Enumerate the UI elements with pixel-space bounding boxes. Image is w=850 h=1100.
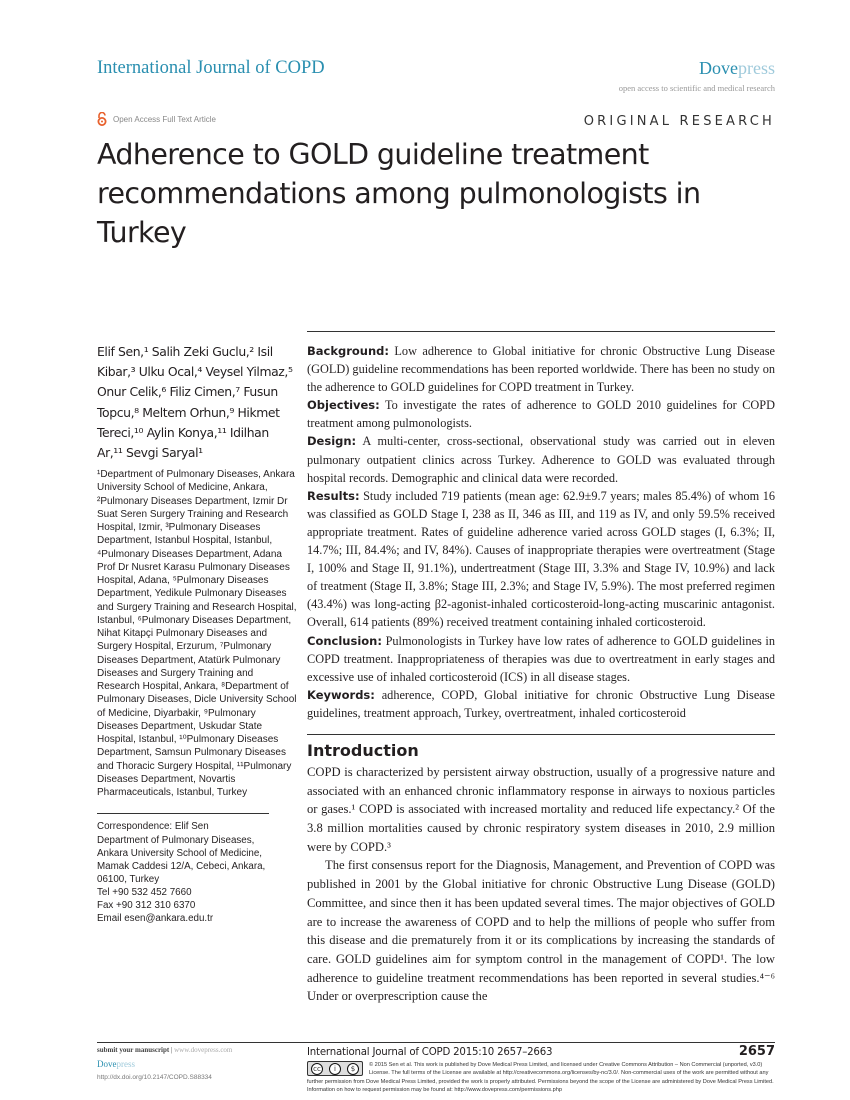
article-type: ORIGINAL RESEARCH [583, 114, 775, 129]
footer-divider [97, 1042, 775, 1094]
section-label: Results: [307, 488, 360, 503]
section-label: Conclusion: [307, 633, 382, 648]
noncommercial-icon: $ [347, 1063, 359, 1075]
correspondence-line: Department of Pulmonary Diseases, [97, 834, 255, 846]
footer-left [97, 1045, 297, 1094]
citation: International Journal of COPD 2015:10 2657–2663 [307, 1047, 553, 1059]
section-label: Objectives: [307, 398, 380, 413]
creative-commons-badge[interactable] [307, 1061, 363, 1076]
introduction-body [307, 763, 775, 1006]
footer-publisher-logo[interactable] [97, 1057, 297, 1071]
divider [97, 813, 269, 814]
journal-name: International Journal of COPD [97, 58, 325, 78]
section-text: Study included 719 patients (mean age: 62.9±9.7 years; males 85.4%) of whom 16 was classified as GOLD Stage I, 238 as II, 346 as III, and 119 as IV, and only 59.5% received appropriate treatment. Rates of guideline adherence varied across GOLD stages (I, 6.3%; II, 14.7%; III, 84.4%; and IV, 84%). Causes of inappropriate therapies were overtreatment (Stage I, 100% and Stage II, 91.1%), undertreatment (Stage III, 3.3% and Stage IV, 10.9%) and lack of treatment (Stage II, 3.8%; Stage III, 2.3%; and Stage IV, 5.9%). The most preferred regimen (43.4%) was long-acting β2-agonist-inhaled corticosteroid-long-acting muscarinic antagonist. Overall, 614 patients (89%) received treatment containing inhaled corticosteroid. [307, 488, 775, 630]
section-text: Pulmonologists in Turkey have low rates of adherence to GOLD guidelines in COPD treatment. Inappropriateness of therapies was due to overtreatment in early stages and excessive use of inhaled corticosteroid (ICS) in all disease stages. [307, 633, 775, 684]
divider [307, 734, 775, 735]
correspondence [97, 820, 297, 925]
open-access-text: Open Access Full Text Article [113, 114, 217, 124]
section-text: To investigate the rates of adherence to GOLD 2010 guidelines for COPD treatment among pulmonologists. [307, 398, 775, 431]
section-label: Design: [307, 434, 357, 449]
section-text: adherence, COPD, Global initiative for chronic Obstructive Lung Disease guidelines, treatment approach, Turkey, overtreatment, inhaled corticosteroid [307, 687, 775, 720]
section-label: Background: [307, 344, 389, 358]
open-access-label [97, 112, 216, 126]
abstract [307, 342, 775, 722]
paragraph: The first consensus report for the Diagnosis, Management, and Prevention of COPD was published in 2001 by the Global initiative for chronic Obstructive Lung Disease (GOLD) Committee, and since then it has been updated several times. The major objectives of GOLD are to increase the awareness of COPD and to help the millions of people who suffer from this disease and die prematurely from it or its complications by increasing the standards of care. GOLD guidelines aim for symptom control in the management of COPD¹. The low adherence to guideline treatment recommendations has been reported in several studies.⁴⁻⁶ Under or overprescription cause the [307, 858, 775, 1004]
publisher-logo-a: Dove [699, 58, 738, 78]
footer-right [307, 1045, 775, 1094]
correspondence-email[interactable]: Email esen@ankara.edu.tr [97, 913, 214, 925]
submit-manuscript[interactable]: submit your manuscript | www.dovepress.com [97, 1046, 233, 1055]
correspondence-line: Mamak Caddesi 12/A, Cebeci, Ankara, [97, 860, 266, 872]
open-access-lock-icon [97, 112, 107, 126]
submit-label: submit your manuscript [97, 1046, 170, 1055]
article-title: Adherence to GOLD guideline treatment recommendations among pulmonologists in Turkey [97, 138, 701, 249]
submit-link[interactable]: www.dovepress.com [174, 1046, 233, 1055]
right-column [307, 331, 775, 1006]
publisher-tagline: open access to scientific and medical research [618, 83, 775, 93]
abstract-design [307, 432, 775, 486]
section-text: Low adherence to Global initiative for chronic Obstructive Lung Disease (GOLD) guideline recommendations has been reported worldwide. There has been no study on the adherence to GOLD guidelines for COPD treatment in Turkey. [307, 344, 775, 395]
left-column [97, 331, 297, 1006]
abstract-background [307, 342, 775, 396]
abstract-keywords [307, 686, 775, 722]
correspondence-line: Fax +90 312 310 6370 [97, 900, 196, 912]
content-columns [97, 331, 775, 1006]
license-text: © 2015 Sen et al. This work is published by Dove Medical Press Limited, and licensed under Creative Commons Attribution – Non Commercial (unported, v3.0) License. The full terms of the License are available at http://creativecommons.org/licenses/by-nc/3.0/. Non-commercial uses of the work are permitted without any further permission from Dove Medical Press Limited, provided the work is properly attributed. Permissions beyond the scope of the License are administered by Dove Medical Press Limited. Information on how to request permission may be found at: http://www.dovepress.com/permissions.php [307, 1062, 774, 1093]
correspondence-line: Tel +90 532 452 7660 [97, 886, 192, 898]
introduction-heading: Introduction [307, 740, 419, 760]
abstract-objectives [307, 396, 775, 432]
correspondence-line: Correspondence: Elif Sen [97, 821, 209, 833]
license-block [307, 1061, 775, 1094]
publisher-logo-b: press [738, 58, 775, 78]
abstract-results [307, 487, 775, 632]
page-footer [97, 1032, 775, 1094]
correspondence-line: 06100, Turkey [97, 873, 160, 885]
affiliations: ¹Department of Pulmonary Diseases, Ankara University School of Medicine, Ankara, ²Pulmonary Diseases Department, Izmir Dr Suat Seren Surgery Training and Research Hospital, Izmir, ³Pulmonary Diseases Department, Istanbul Hospital, Istanbul, ⁴Pulmonary Diseases Department, Adana Prof Dr Nusret Karasu Pulmonary Diseases Hospital, Adana, ⁵Pulmonary Diseases Department, Yedikule Pulmonary Diseases and Surgery Training and Research Hospital, Istanbul, ⁶Pulmonary Diseases Department, Nihat Kitapçi Pulmonary Diseases and Surgery Hospital, Erzurum, ⁷Pulmonary Diseases Department, Atatürk Pulmonary Diseases and Surgery Training and Research Hospital, Ankara, ⁸Department of Pulmonary Diseases, Dicle University School of Medicine, Diyarbakir, ⁹Pulmonary Diseases Department, Uskudar State Hospital, Istanbul, ¹⁰Pulmonary Diseases Department, Samsun Pulmonary Diseases and Thoracic Surgery Hospital, ¹¹Pulmonary Diseases Department, Novartis Pharmaceuticals, Istanbul, Turkey [97, 469, 297, 799]
footer-logo-b: press [116, 1059, 135, 1070]
footer-logo-a: Dove [97, 1059, 117, 1070]
abstract-conclusion [307, 632, 775, 686]
citation-row [307, 1045, 775, 1060]
author-list: Elif Sen,¹ Salih Zeki Guclu,² Isil Kibar,³ Ulku Ocal,⁴ Veysel Yilmaz,⁵ Onur Celik,⁶ Filiz Cimen,⁷ Fusun Topcu,⁸ Meltem Orhun,⁹ Hikmet Tereci,¹⁰ Aylin Konya,¹¹ Idilhan Ar,¹¹ Sevgi Saryal¹ [97, 344, 293, 461]
attribution-icon: i [329, 1063, 341, 1075]
cc-icon: cc [311, 1063, 323, 1075]
page-header [97, 0, 775, 331]
doi-link[interactable]: http://dx.doi.org/10.2147/COPD.S88334 [97, 1074, 212, 1082]
page-number: 2657 [738, 1044, 775, 1060]
correspondence-line: Ankara University School of Medicine, [97, 847, 262, 859]
section-label: Keywords: [307, 687, 375, 702]
section-text: A multi-center, cross-sectional, observational study was carried out in eleven pulmonary outpatient clinics across Turkey. Adherence to GOLD was evaluated through hospital records. Demographic and clinical data were recorded. [307, 434, 775, 485]
publisher-logo [699, 58, 775, 79]
paragraph: COPD is characterized by persistent airway obstruction, usually of a progressive nature and associated with an enhanced chronic inflammatory response in airways to noxious particles or gases.¹ COPD is associated with increased mortality and reduced life expectancy.² Of the 3.8 million mortalities caused by chronic respiratory system diseases in 2010, 2.9 million were by COPD.³ [307, 764, 775, 854]
